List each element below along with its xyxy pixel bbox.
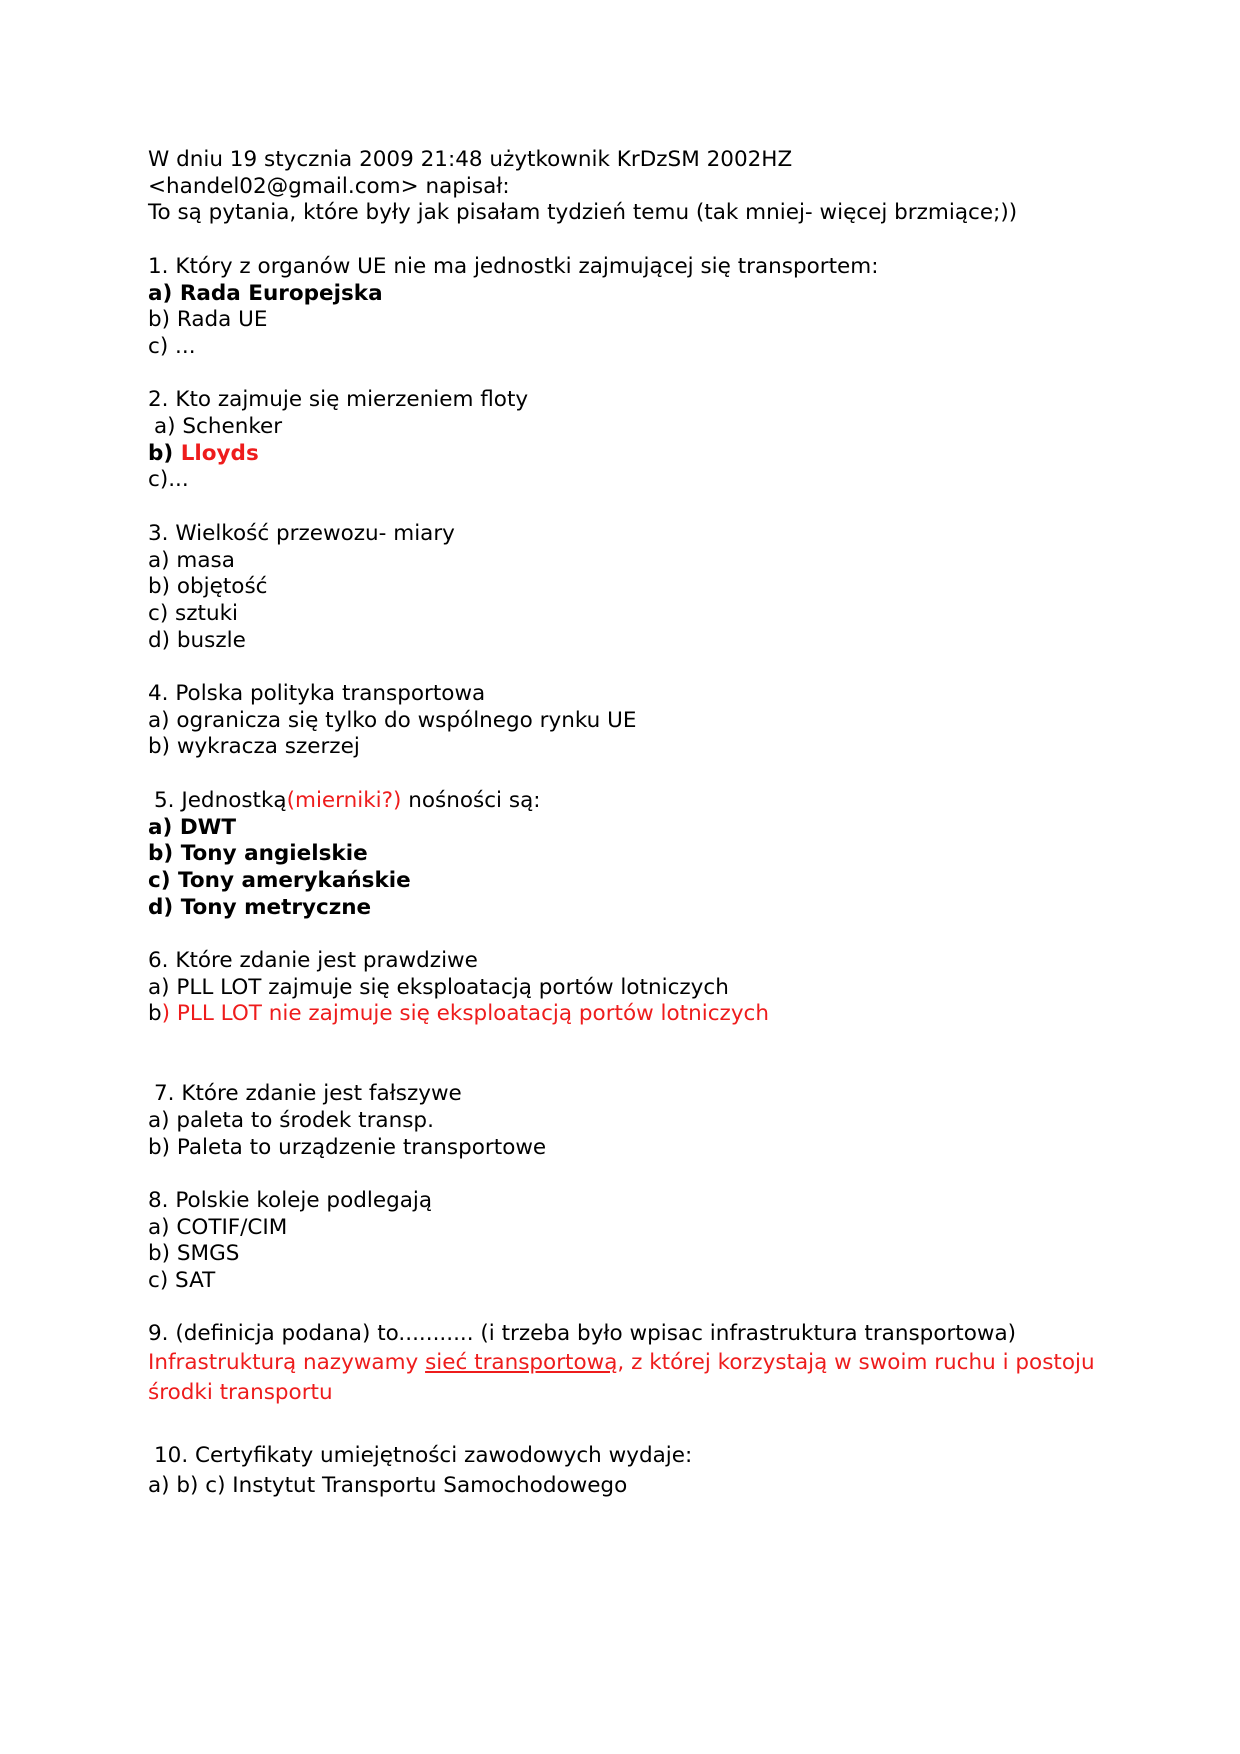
question-6: 6. Które zdanie jest prawdziwe	[148, 948, 478, 973]
question-8-option-c: c) SAT	[148, 1268, 216, 1294]
document-body	[148, 147, 1148, 1501]
question-6-option-a: a) PLL LOT zajmuje się eksploatacją portów lotniczych	[148, 974, 729, 1000]
question-7-option-a: a) paleta to środek transp.	[148, 1107, 434, 1133]
question-1-option-b: b) Rada UE	[148, 307, 268, 333]
answer-underlined-term: sieć transportową	[425, 1350, 618, 1376]
email-header-line-2: <handel02@gmail.com> napisał:	[148, 173, 510, 199]
question-9: 9. (definicja podana) to........... (i trzeba było wpisac infrastruktura transportowa)	[148, 1321, 1017, 1347]
question-10-answer: a) b) c) Instytut Transportu Samochodowego	[148, 1473, 628, 1499]
question-5-end: nośności są:	[401, 787, 541, 813]
option-b-prefix: b)	[148, 440, 181, 466]
question-2-option-c: c)...	[148, 467, 189, 493]
question-9-answer	[148, 1348, 1108, 1408]
highlighted-answer: ) PLL LOT nie zajmuje się eksploatacją portów lotniczych	[161, 1001, 769, 1027]
question-8-option-a: a) COTIF/CIM	[148, 1214, 288, 1240]
question-3: 3. Wielkość przewozu- miary	[148, 520, 455, 546]
question-8-option-b: b) SMGS	[148, 1241, 240, 1267]
question-4: 4. Polska polityka transportowa	[148, 681, 486, 706]
answer-end: , z której korzystają w swoim ruchu i postoju środki transportu	[148, 1350, 1095, 1406]
question-3-option-b: b) objętość	[148, 574, 268, 600]
answer-start: Infrastrukturą nazywamy	[148, 1350, 426, 1376]
question-4-option-b: b) wykracza szerzej	[148, 734, 360, 760]
question-3-option-a: a) masa	[148, 547, 235, 573]
question-5-start: 5. Jednostką	[154, 787, 287, 813]
question-7: 7. Które zdanie jest fałszywe	[154, 1081, 462, 1107]
email-header-line-1: W dniu 19 stycznia 2009 21:48 użytkownik KrDzSM 2002HZ	[148, 147, 793, 172]
question-1-option-a: a) Rada Europejska	[148, 280, 383, 306]
question-1-option-c: c) ...	[148, 333, 196, 359]
question-5-note: (mierniki?)	[286, 787, 402, 813]
question-3-option-d: d) buszle	[148, 627, 246, 653]
option-b-prefix: b	[148, 1001, 162, 1027]
question-3-option-c: c) sztuki	[148, 600, 239, 626]
question-10: 10. Certyfikaty umiejętności zawodowych wydaje:	[154, 1443, 693, 1469]
question-2-option-a: a) Schenker	[154, 414, 283, 439]
question-2-option-b	[148, 441, 1148, 468]
question-5-option-c: c) Tony amerykańskie	[148, 867, 411, 893]
question-8: 8. Polskie koleje podlegają	[148, 1187, 433, 1213]
question-1: 1. Który z organów UE nie ma jednostki zajmującej się transportem:	[148, 253, 879, 279]
question-5-option-d: d) Tony metryczne	[148, 894, 372, 920]
question-7-option-b: b) Paleta to urządzenie transportowe	[148, 1134, 547, 1160]
question-4-option-a: a) ogranicza się tylko do wspólnego rynku UE	[148, 707, 637, 733]
question-6-option-b	[148, 1001, 1148, 1028]
question-5-option-b: b) Tony angielskie	[148, 841, 368, 867]
question-2: 2. Kto zajmuje się mierzeniem floty	[148, 387, 529, 413]
highlighted-answer: Lloyds	[180, 440, 259, 466]
question-5-option-a: a) DWT	[148, 814, 237, 840]
email-intro-line: To są pytania, które były jak pisałam tydzień temu (tak mniej- więcej brzmiące;))	[148, 200, 1018, 226]
question-5	[148, 788, 1148, 815]
